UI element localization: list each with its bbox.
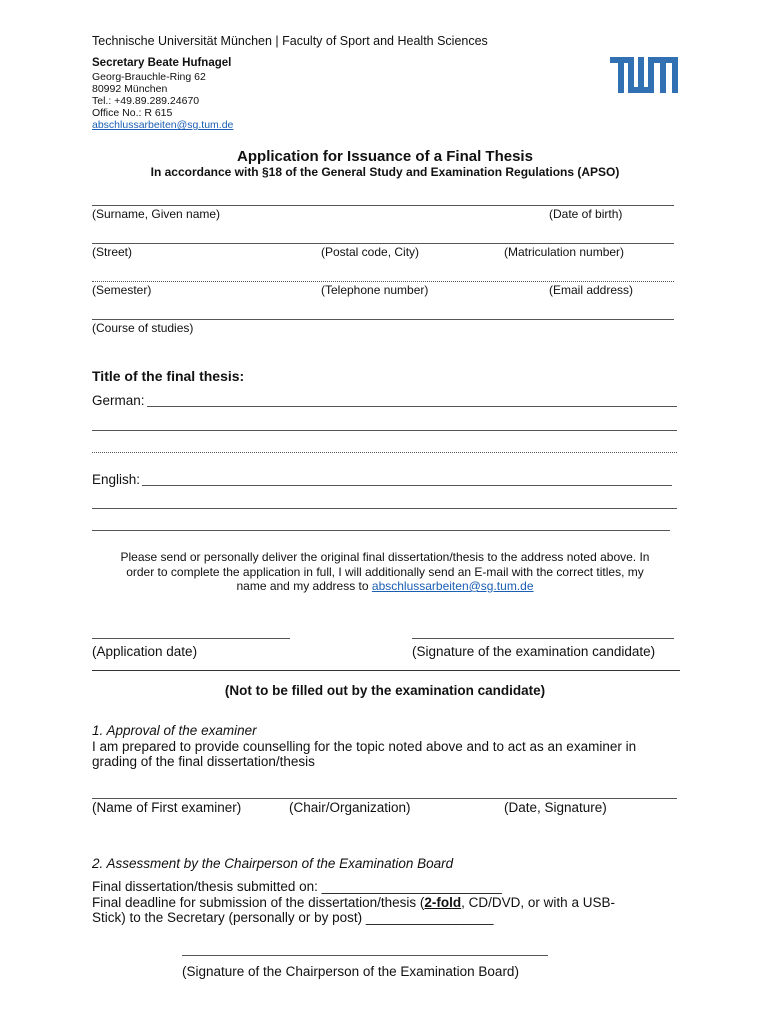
semester-label: (Semester): [92, 283, 152, 297]
german-label: German:: [92, 393, 145, 408]
contact-email-link[interactable]: abschlussarbeiten@sg.tum.de: [92, 119, 234, 131]
deadline-suffix: , CD/DVD, or with a USB-: [461, 895, 615, 910]
chairperson-signature-line[interactable]: [182, 955, 548, 956]
deadline-bold: 2-fold: [424, 895, 462, 910]
section-divider: [92, 670, 680, 671]
postal-label: (Postal code, City): [321, 245, 420, 259]
notice-line-3-text: name and my address to: [236, 579, 372, 593]
english-label: English:: [92, 472, 141, 487]
german-title-line-3[interactable]: [92, 452, 677, 453]
course-line[interactable]: [92, 319, 674, 320]
notice-line-1: Please send or personally deliver the original final dissertation/thesis to the address noted above. In: [120, 550, 650, 564]
address-city: 80992 München: [92, 83, 168, 95]
telephone-label: (Telephone number): [321, 283, 429, 297]
date-signature-label: (Date, Signature): [504, 800, 607, 815]
english-title-line-2[interactable]: [92, 508, 677, 509]
address-street: Georg-Brauchle-Ring 62: [92, 71, 206, 83]
application-date-label: (Application date): [92, 644, 198, 659]
english-title-line-3[interactable]: [92, 530, 670, 531]
address-line[interactable]: [92, 243, 674, 244]
deadline-line-2[interactable]: Stick) to the Secretary (personally or by post) _________________: [92, 910, 494, 925]
name-dob-line[interactable]: [92, 205, 674, 206]
contact-line[interactable]: [92, 281, 674, 282]
office-use-heading: (Not to be filled out by the examination candidate): [224, 683, 546, 698]
deadline-prefix: Final deadline for submission of the dissertation/thesis (: [92, 895, 425, 910]
examiner-line[interactable]: [92, 798, 677, 799]
approval-line-2: grading of the final dissertation/thesis: [92, 754, 315, 769]
form-subtitle: In accordance with §18 of the General Study and Examination Regulations (APSO): [150, 165, 620, 179]
examiner-name-label: (Name of First examiner): [92, 800, 242, 815]
course-label: (Course of studies): [92, 321, 194, 335]
notice-line-2: order to complete the application in full, I will additionally send an E-mail with the correct titles, my: [126, 565, 644, 579]
english-title-line-1[interactable]: [142, 485, 672, 486]
tum-logo: [610, 57, 678, 93]
deadline-line-1: [92, 895, 615, 910]
approval-line-1: I am prepared to provide counselling for the topic noted above and to act as an examiner in: [92, 739, 637, 754]
chairperson-signature-label: (Signature of the Chairperson of the Examination Board): [182, 964, 519, 979]
telephone: Tel.: +49.89.289.24670: [92, 95, 200, 107]
assessment-title: 2. Assessment by the Chairperson of the Examination Board: [92, 856, 454, 871]
secretary-name: Secretary Beate Hufnagel: [92, 57, 232, 69]
thesis-title-heading: Title of the final thesis:: [92, 368, 245, 384]
submitted-on-field[interactable]: Final dissertation/thesis submitted on: ________________________: [92, 879, 502, 894]
approval-title: 1. Approval of the examiner: [92, 723, 257, 738]
notice-line-3: [0, 579, 770, 593]
notice-email-link[interactable]: abschlussarbeiten@sg.tum.de: [371, 579, 534, 593]
office-number: Office No.: R 615: [92, 107, 173, 119]
tum-logo-icon: [610, 57, 678, 93]
surname-label: (Surname, Given name): [92, 207, 221, 221]
institution-line: Technische Universität München | Faculty of Sport and Health Sciences: [92, 34, 488, 48]
chair-label: (Chair/Organization): [289, 800, 411, 815]
german-title-line-1[interactable]: [147, 406, 677, 407]
form-title: Application for Issuance of a Final Thesis: [237, 148, 533, 165]
email-label: (Email address): [549, 283, 634, 297]
candidate-signature-line[interactable]: [412, 638, 674, 639]
matriculation-label: (Matriculation number): [504, 245, 625, 259]
application-date-line[interactable]: [92, 638, 290, 639]
street-label: (Street): [92, 245, 133, 259]
candidate-signature-label: (Signature of the examination candidate): [412, 644, 656, 659]
dob-label: (Date of birth): [549, 207, 623, 221]
german-title-line-2[interactable]: [92, 430, 677, 431]
